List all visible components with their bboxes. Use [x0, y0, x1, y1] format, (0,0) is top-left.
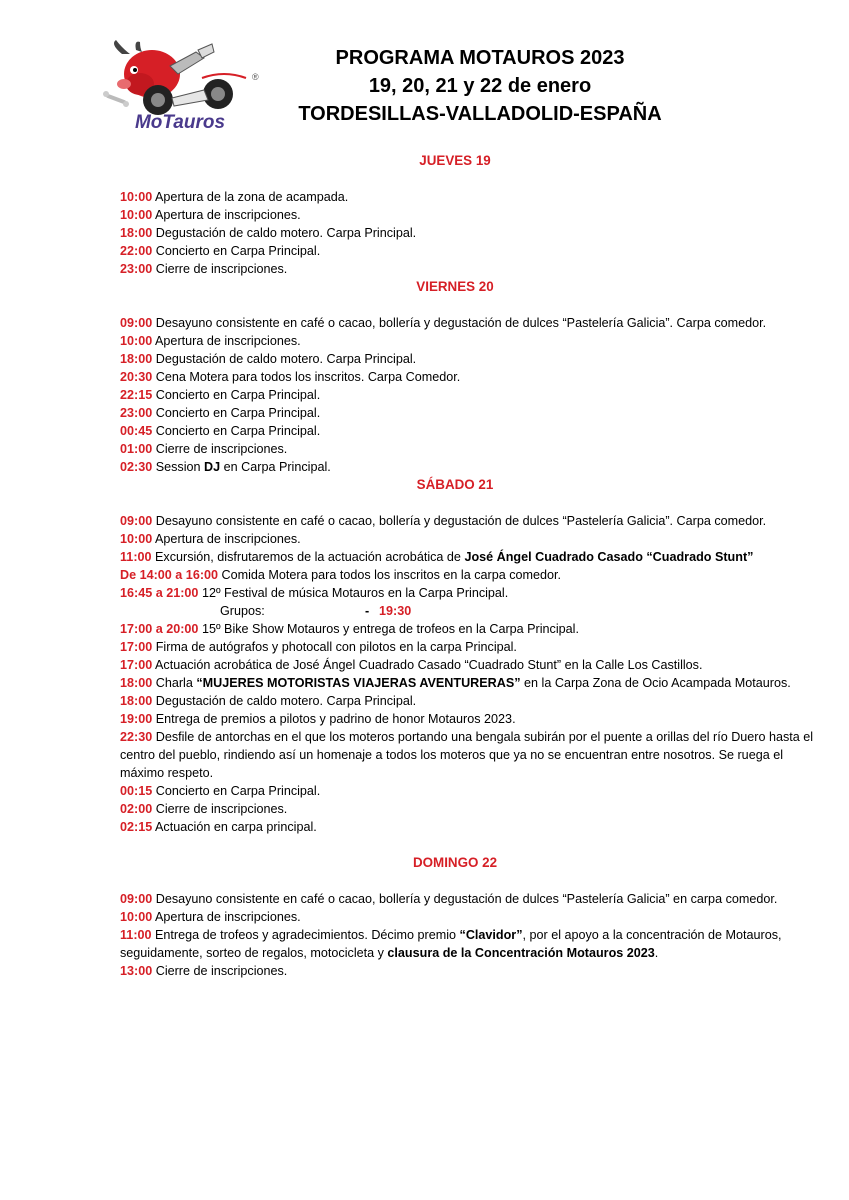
event-time: 20:30 — [120, 370, 153, 384]
event-text: Cierre de inscripciones. — [155, 964, 288, 978]
event-text: Cena Motera para todos los inscritos. Carpa Comedor. — [155, 370, 461, 384]
event-text: Apertura de inscripciones. — [155, 532, 301, 546]
groups-time: 19:30 — [379, 604, 412, 618]
event-text: Concierto en Carpa Principal. — [155, 244, 321, 258]
event-item — [120, 710, 820, 728]
event-item — [120, 206, 820, 224]
event-text: Apertura de inscripciones. — [155, 910, 301, 924]
event-time: 18:00 — [120, 694, 153, 708]
event-item — [120, 800, 820, 818]
event-item — [120, 458, 820, 476]
event-item — [120, 512, 820, 530]
event-time: 02:00 — [120, 802, 153, 816]
event-time: 19:00 — [120, 712, 153, 726]
event-text: Concierto en Carpa Principal. — [155, 424, 321, 438]
event-item — [120, 548, 820, 566]
event-item — [120, 782, 820, 800]
event-highlight: “Clavidor” — [459, 928, 523, 942]
event-text: Concierto en Carpa Principal. — [155, 406, 321, 420]
event-text: Entrega de premios a pilotos y padrino de honor Motauros 2023. — [155, 712, 516, 726]
logo-wordmark: MoTauros — [134, 112, 226, 132]
event-text: Degustación de caldo motero. Carpa Principal. — [155, 226, 417, 240]
event-text: Apertura de la zona de acampada. — [155, 190, 349, 204]
event-item — [120, 692, 820, 710]
event-time: 22:30 — [120, 730, 153, 744]
event-text: Desayuno consistente en café o cacao, bollería y degustación de dulces “Pastelería Galicia”. Carpa comedor. — [155, 514, 767, 528]
event-text: Apertura de inscripciones. — [155, 334, 301, 348]
event-item — [120, 656, 820, 674]
event-item — [120, 404, 820, 422]
event-text: Degustación de caldo motero. Carpa Principal. — [155, 694, 417, 708]
event-text: , por el apoyo a la concentración de Motauros, seguidamente, sorteo de regalos, motocicleta y — [120, 928, 782, 960]
event-highlight: DJ — [204, 460, 221, 474]
event-item — [120, 350, 820, 368]
event-time: 01:00 — [120, 442, 153, 456]
event-text: Cierre de inscripciones. — [155, 262, 288, 276]
event-text: Desayuno consistente en café o cacao, bollería y degustación de dulces “Pastelería Galicia” en carpa comedor. — [155, 892, 778, 906]
event-item — [120, 566, 820, 584]
event-item — [120, 638, 820, 656]
event-time: 17:00 a 20:00 — [120, 622, 199, 636]
event-text: 15º Bike Show Motauros y entrega de trofeos en la Carpa Principal. — [201, 622, 579, 636]
event-time: 18:00 — [120, 352, 153, 366]
event-item — [120, 422, 820, 440]
event-highlight: “MUJERES MOTORISTAS VIAJERAS AVENTURERAS” — [196, 676, 521, 690]
event-text: Concierto en Carpa Principal. — [155, 784, 321, 798]
event-time: 17:00 — [120, 640, 153, 654]
event-text: . — [654, 946, 659, 960]
event-item — [120, 890, 820, 908]
event-text: Excursión, disfrutaremos de la actuación acrobática de — [155, 550, 461, 564]
day-title-friday: VIERNES 20 — [416, 279, 494, 294]
event-time: 09:00 — [120, 892, 153, 906]
event-time: 17:00 — [120, 658, 153, 672]
event-time: 10:00 — [120, 208, 153, 222]
event-highlight: José Ángel Cuadrado Casado “Cuadrado Stunt” — [464, 550, 754, 564]
program-location: TORDESILLAS-VALLADOLID-ESPAÑA — [298, 103, 662, 125]
program-title: PROGRAMA MOTAUROS 2023 — [335, 47, 625, 69]
event-time: 13:00 — [120, 964, 153, 978]
schedule — [120, 152, 820, 980]
event-text: Desfile de antorchas en el que los moteros portando una bengala subirán por el puente a orillas del río Duero hasta el centro del pueblo, rindiendo así un homenaje a todos los moteros que ya no se encuentran entre nosotros. Se ruega el máximo respeto. — [120, 730, 814, 780]
event-time: 10:00 — [120, 532, 153, 546]
event-time: 18:00 — [120, 226, 153, 240]
event-text: Cierre de inscripciones. — [155, 442, 288, 456]
event-time: 10:00 — [120, 910, 153, 924]
event-text: Actuación acrobática de José Ángel Cuadrado Casado “Cuadrado Stunt” en la Calle Los Castillos. — [155, 658, 703, 672]
groups-label: Grupos: — [220, 604, 265, 618]
event-item — [120, 368, 820, 386]
event-item — [120, 260, 820, 278]
event-time: 23:00 — [120, 406, 153, 420]
registered-mark: ® — [252, 72, 259, 82]
event-time: 22:00 — [120, 244, 153, 258]
event-item — [120, 530, 820, 548]
event-time: De 14:00 a 16:00 — [120, 568, 219, 582]
event-text: Firma de autógrafos y photocall con pilotos en la carpa Principal. — [155, 640, 517, 654]
event-item — [120, 962, 820, 980]
event-time: 10:00 — [120, 334, 153, 348]
event-item — [120, 674, 820, 692]
event-item — [120, 908, 820, 926]
event-item — [120, 620, 820, 638]
event-time: 09:00 — [120, 514, 153, 528]
event-item — [120, 584, 820, 602]
event-time: 02:15 — [120, 820, 153, 834]
event-time: 23:00 — [120, 262, 153, 276]
event-item — [120, 332, 820, 350]
event-time: 02:30 — [120, 460, 153, 474]
event-item — [120, 242, 820, 260]
event-text: Apertura de inscripciones. — [155, 208, 301, 222]
event-item — [120, 926, 820, 962]
event-time: 11:00 — [120, 928, 152, 942]
groups-line — [120, 602, 820, 620]
motauros-logo — [100, 40, 260, 132]
event-time: 10:00 — [120, 190, 153, 204]
program-dates: 19, 20, 21 y 22 de enero — [368, 75, 592, 97]
event-time: 00:45 — [120, 424, 153, 438]
event-item — [120, 314, 820, 332]
event-text: en Carpa Principal. — [223, 460, 331, 474]
event-text: Cierre de inscripciones. — [155, 802, 288, 816]
event-text: en la Carpa Zona de Ocio Acampada Motauros. — [524, 676, 791, 690]
day-title-sunday: DOMINGO 22 — [412, 855, 498, 870]
event-text: Actuación en carpa principal. — [155, 820, 317, 834]
event-text: Charla — [155, 676, 193, 690]
event-time: 00:15 — [120, 784, 153, 798]
event-time: 18:00 — [120, 676, 153, 690]
event-text: Degustación de caldo motero. Carpa Principal. — [155, 352, 417, 366]
event-item — [120, 188, 820, 206]
groups-separator: - — [365, 604, 370, 618]
event-text: Session — [155, 460, 201, 474]
event-item — [120, 818, 820, 836]
event-item — [120, 440, 820, 458]
day-title-thursday: JUEVES 19 — [419, 153, 491, 168]
event-text: Concierto en Carpa Principal. — [155, 388, 321, 402]
event-text: Desayuno consistente en café o cacao, bollería y degustación de dulces “Pastelería Galicia”. Carpa comedor. — [155, 316, 767, 330]
event-time: 22:15 — [120, 388, 153, 402]
event-time: 11:00 — [120, 550, 152, 564]
event-time: 16:45 a 21:00 — [120, 586, 199, 600]
program-header — [270, 44, 690, 128]
event-text: Comida Motera para todos los inscritos en la carpa comedor. — [221, 568, 562, 582]
event-time: 09:00 — [120, 316, 153, 330]
event-item — [120, 386, 820, 404]
bull-mascot-icon — [100, 40, 260, 132]
event-text: 12º Festival de música Motauros en la Carpa Principal. — [201, 586, 509, 600]
event-highlight: clausura de la Concentración Motauros 2023 — [387, 946, 655, 960]
day-title-saturday: SÁBADO 21 — [416, 477, 494, 492]
event-item — [120, 224, 820, 242]
event-item — [120, 728, 820, 782]
event-text: Entrega de trofeos y agradecimientos. Décimo premio — [155, 928, 457, 942]
